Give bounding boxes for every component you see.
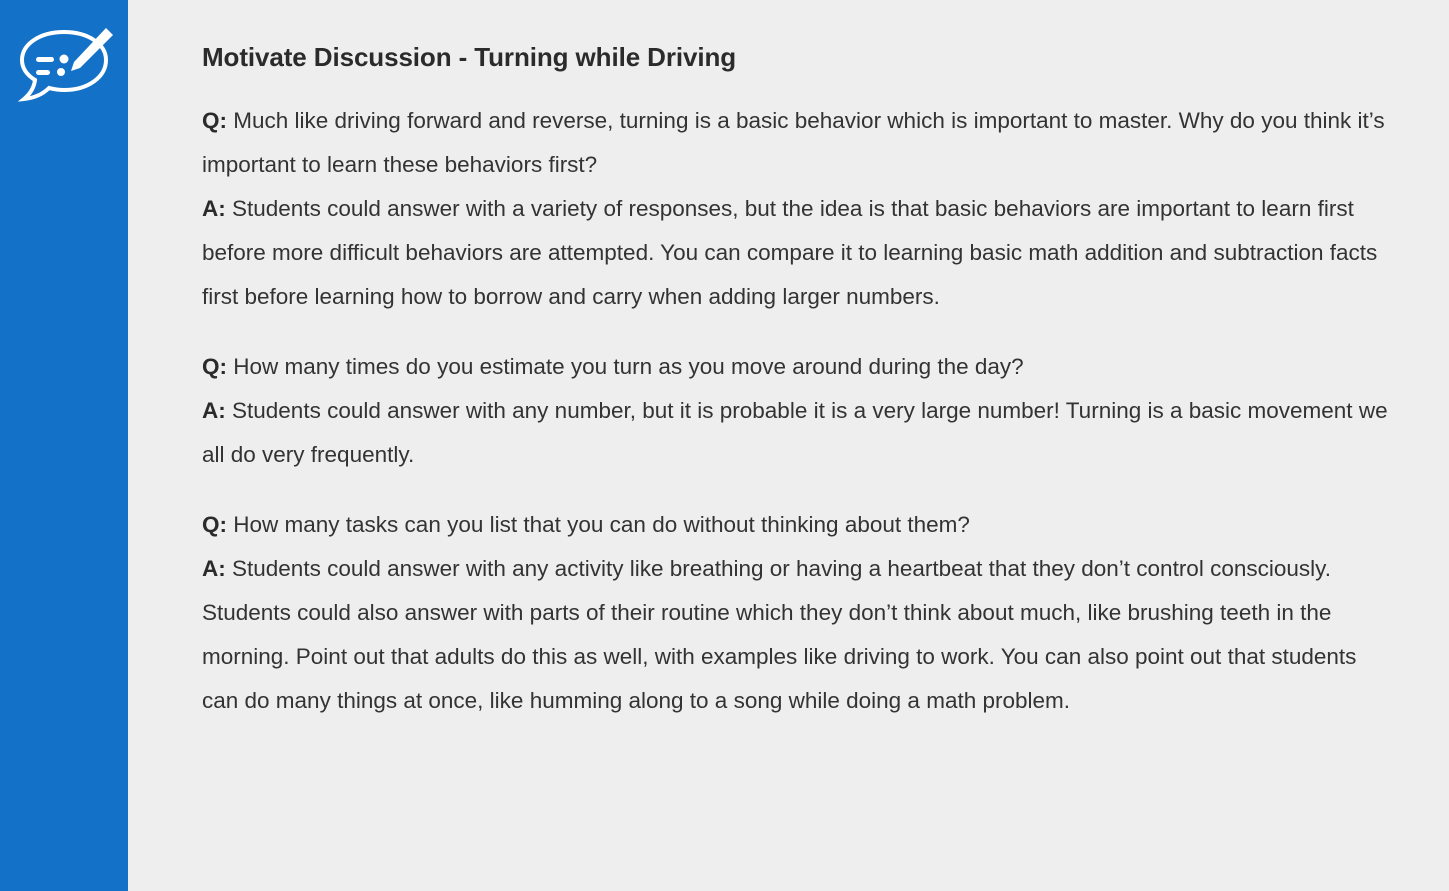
answer-text: Students could answer with a variety of responses, but the idea is that basic behaviors are important to learn first before more difficult behaviors are attempted. You can compare it to learning basic math addition and subtraction facts first before learning how to borrow and carry when adding larger numbers. (202, 196, 1378, 309)
qa-item-3 (202, 503, 1389, 723)
question-label: Q: (202, 108, 227, 133)
page-title: Motivate Discussion - Turning while Driving (202, 42, 737, 72)
question-text: How many times do you estimate you turn as you move around during the day? (227, 354, 1024, 379)
qa-item-1 (202, 99, 1389, 319)
question-line (202, 345, 1389, 389)
answer-line (202, 187, 1389, 319)
sidebar (0, 0, 128, 891)
answer-text: Students could answer with any activity like breathing or having a heartbeat that they don’t control consciously. Students could also answer with parts of their routine which they don’t think about much, like brushing teeth in the morning. Point out that adults do this as well, with examples like driving to work. You can also point out that students can do many things at once, like humming along to a song while doing a math problem. (202, 556, 1357, 713)
qa-item-2 (202, 345, 1389, 477)
question-label: Q: (202, 354, 227, 379)
answer-label: A: (202, 398, 226, 423)
answer-text: Students could answer with any number, but it is probable it is a very large number! Turning is a basic movement we all do very frequently. (202, 398, 1388, 467)
speech-bubble-pencil-icon (14, 26, 114, 104)
answer-line (202, 389, 1389, 477)
answer-label: A: (202, 556, 226, 581)
question-label: Q: (202, 512, 227, 537)
question-line (202, 503, 1389, 547)
content-area (128, 0, 1449, 891)
question-text: How many tasks can you list that you can do without thinking about them? (227, 512, 970, 537)
question-text: Much like driving forward and reverse, turning is a basic behavior which is important to master. Why do you think it’s important to learn these behaviors first? (202, 108, 1385, 177)
answer-label: A: (202, 196, 226, 221)
answer-line (202, 547, 1389, 723)
question-line (202, 99, 1389, 187)
